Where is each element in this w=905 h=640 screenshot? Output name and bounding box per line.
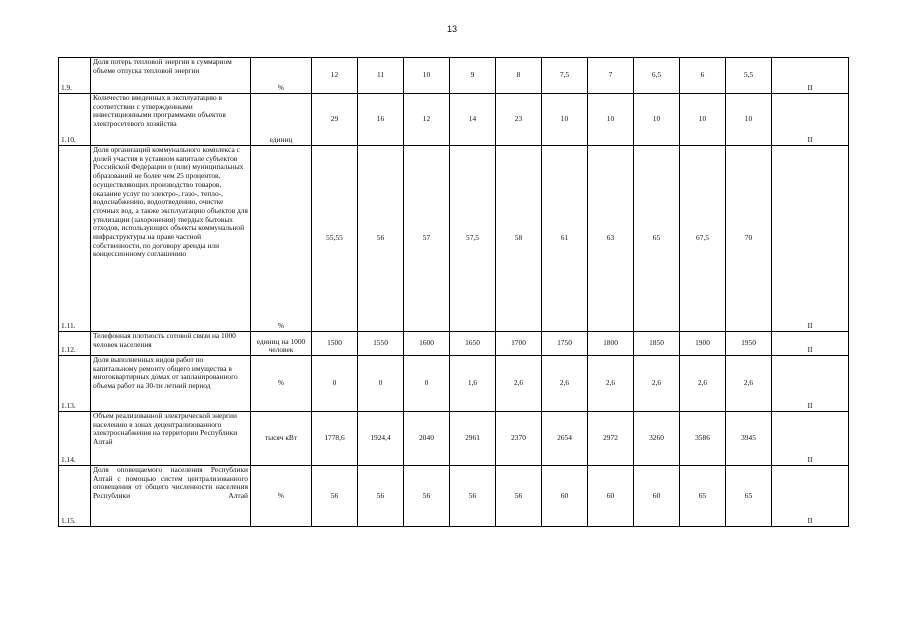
value-cell: 57 [404,146,450,332]
indicator-name: Доля выполненных видов работ по капитальному ремонту общего имущества в многоквартирных домах от запланированного объема работ на 30-ти летний период [91,356,251,412]
value-cell: 1924,4 [358,412,404,466]
value-cell: 1950 [726,332,772,356]
value-cell: 3945 [726,412,772,466]
value-cell: 3260 [634,412,680,466]
value-cell: 56 [404,466,450,527]
value-cell: 0 [404,356,450,412]
value-cell: 1700 [496,332,542,356]
table-row [59,356,849,412]
value-cell: 1650 [450,332,496,356]
note-cell: II [772,356,849,412]
value-cell: 56 [450,466,496,527]
value-cell: 5,5 [726,58,772,94]
row-number: 1.10. [59,94,91,146]
value-cell: 2654 [542,412,588,466]
value-cell: 12 [404,94,450,146]
value-cell: 10 [680,94,726,146]
indicators-table [58,57,849,527]
value-cell: 2,6 [588,356,634,412]
value-cell: 0 [312,356,358,412]
value-cell: 14 [450,94,496,146]
table-row [59,332,849,356]
value-cell: 1778,6 [312,412,358,466]
unit-of-measure: единиц [251,94,312,146]
value-cell: 58 [496,146,542,332]
value-cell: 12 [312,58,358,94]
value-cell: 16 [358,94,404,146]
value-cell: 56 [358,466,404,527]
value-cell: 1600 [404,332,450,356]
table-row [59,58,849,94]
value-cell: 60 [588,466,634,527]
value-cell: 2370 [496,412,542,466]
value-cell: 2972 [588,412,634,466]
row-number: 1.9. [59,58,91,94]
note-cell: II [772,146,849,332]
table-row [59,412,849,466]
table-body [59,58,849,527]
value-cell: 1500 [312,332,358,356]
page-number: 13 [446,24,457,34]
value-cell: 2,6 [680,356,726,412]
note-cell: II [772,94,849,146]
table-row [59,466,849,527]
value-cell: 8 [496,58,542,94]
value-cell: 57,5 [450,146,496,332]
value-cell: 65 [634,146,680,332]
value-cell: 1800 [588,332,634,356]
row-number: 1.11. [59,146,91,332]
row-number: 1.12. [59,332,91,356]
value-cell: 7 [588,58,634,94]
value-cell: 1550 [358,332,404,356]
value-cell: 63 [588,146,634,332]
table-row [59,146,849,332]
note-cell: II [772,412,849,466]
value-cell: 56 [496,466,542,527]
value-cell: 29 [312,94,358,146]
table-row [59,94,849,146]
value-cell: 10 [542,94,588,146]
value-cell: 10 [726,94,772,146]
value-cell: 0 [358,356,404,412]
value-cell: 6,5 [634,58,680,94]
value-cell: 65 [680,466,726,527]
unit-of-measure: % [251,58,312,94]
indicator-name: Количество введенных в эксплуатацию в соответствии с утвержденными инвестиционными программами объектов электросетевого хозяйства [91,94,251,146]
value-cell: 2,6 [496,356,542,412]
value-cell: 60 [542,466,588,527]
value-cell: 2961 [450,412,496,466]
unit-of-measure: % [251,146,312,332]
value-cell: 9 [450,58,496,94]
value-cell: 7,5 [542,58,588,94]
value-cell: 10 [404,58,450,94]
value-cell: 1850 [634,332,680,356]
note-cell: II [772,466,849,527]
indicator-name: Доля потерь тепловой энергии в суммарном объеме отпуска тепловой энергии [91,58,251,94]
value-cell: 65 [726,466,772,527]
indicator-name: Доля организаций коммунального комплекса с долей участия в уставном капитале субъектов Российской Федерации и (или) муниципальных образований не более чем 25 процентов, осуществляющих производство товаров, оказание услуг по электро-, газо-, тепло-, водоснабжению, водоотведению, очистке сточных вод, а также эксплуатацию объектов для утилизации (захоронения) твердых бытовых отходов, использующих объекты коммунальной инфраструктуры на праве частной собственности, по договору аренды или концессионному соглашению [91,146,251,332]
value-cell: 10 [634,94,680,146]
value-cell: 6 [680,58,726,94]
note-cell: II [772,58,849,94]
unit-of-measure: единиц на 1000 человек [251,332,312,356]
row-number: 1.15. [59,466,91,527]
value-cell: 2,6 [634,356,680,412]
value-cell: 1900 [680,332,726,356]
indicator-name: Телефонная плотность сотовой связи на 1000 человек населения [91,332,251,356]
value-cell: 56 [358,146,404,332]
value-cell: 1,6 [450,356,496,412]
value-cell: 55,55 [312,146,358,332]
value-cell: 23 [496,94,542,146]
value-cell: 70 [726,146,772,332]
value-cell: 11 [358,58,404,94]
value-cell: 3586 [680,412,726,466]
note-cell: II [772,332,849,356]
unit-of-measure: тысяч кВт [251,412,312,466]
value-cell: 1750 [542,332,588,356]
indicator-name: Объем реализованной электрической энергии населению в зонах децентрализованного электроснабжения на территории Республики Алтай [91,412,251,466]
unit-of-measure: % [251,466,312,527]
indicator-name: Доля оповещаемого населения Республики Алтай с помощью систем централизованного оповещения от общего численности населения Республики Алтай [91,466,251,527]
unit-of-measure: % [251,356,312,412]
value-cell: 2,6 [726,356,772,412]
value-cell: 10 [588,94,634,146]
row-number: 1.14. [59,412,91,466]
value-cell: 56 [312,466,358,527]
row-number: 1.13. [59,356,91,412]
value-cell: 60 [634,466,680,527]
value-cell: 61 [542,146,588,332]
value-cell: 2,6 [542,356,588,412]
value-cell: 67,5 [680,146,726,332]
value-cell: 2040 [404,412,450,466]
